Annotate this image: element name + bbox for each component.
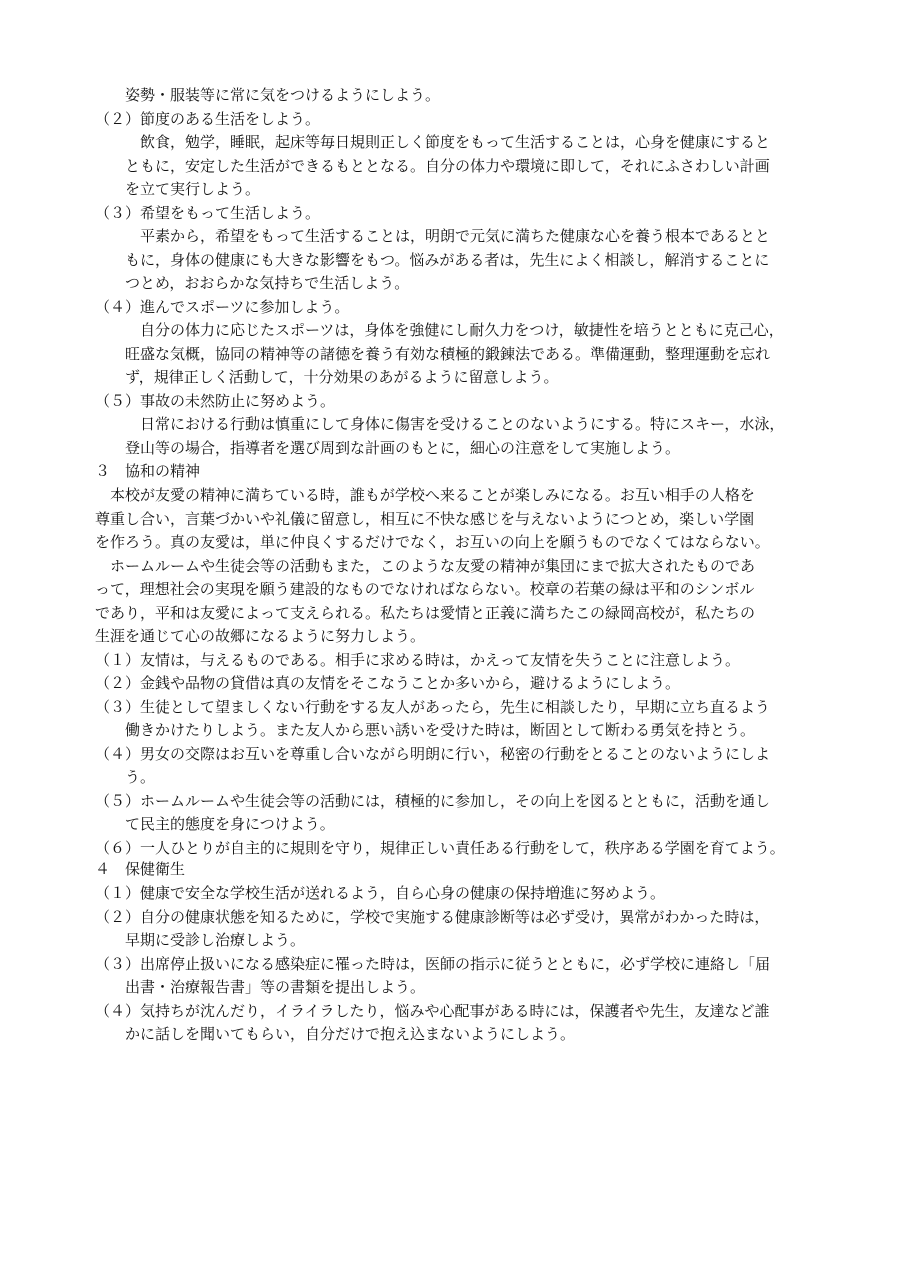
text-line: 登山等の場合，指導者を選び周到な計画のもとに，細心の注意をして実施しよう。	[95, 438, 681, 457]
text-line: 生涯を通じて心の故郷になるように努力しよう。	[95, 627, 426, 645]
text-line: って，理想社会の実現を願う建設的なものでなければならない。校章の若葉の緑は平和のシンボル	[95, 580, 755, 598]
text-line: て民主的態度を身につけよう。	[95, 815, 335, 833]
text-line: を立て実行しよう。	[95, 180, 261, 198]
text-line: ともに，安定した生活ができるもととなる。自分の体力や環境に即して，それにふさわしい計画	[95, 156, 770, 175]
section-3-body	[95, 484, 835, 860]
text-line: 自分の体力に応じたスポーツは，身体を強健にし耐久力をつけ，敏捷性を培うとともに克己心，	[95, 321, 784, 339]
section-3-heading: ３ 協和の精神	[95, 462, 201, 480]
text-line: （１）健康で安全な学校生活が送れるよう，自ら心身の健康の保持増進に努めよう。	[95, 884, 666, 902]
text-line: 早期に受診し治療しよう。	[95, 931, 306, 949]
text-line: （５）事故の未然防止に努めよう。	[95, 391, 336, 410]
text-line: 尊重し合い，言葉づかいや礼儀に留意し，相互に不快な感じを与えないようにつとめ，楽しい学園	[95, 509, 755, 528]
text-line: （４）男女の交際はお互いを尊重し合いながら明朗に行い，秘密の行動をとることのないようにしよ	[95, 744, 771, 763]
text-line: （１）友情は，与えるものである。相手に求める時は，かえって友情を失うことに注意しよう。	[95, 650, 741, 669]
text-line: 飲食，勉学，睡眠，起床等毎日規則正しく節度をもって生活することは，心身を健康にすると	[95, 133, 771, 151]
text-line: （３）出席停止扱いになる感染症に罹った時は，医師の指示に従うとともに，必ず学校に連絡し「届	[95, 954, 771, 973]
text-line: （４）気持ちが沈んだり，イライラしたり，悩みや心配事がある時には，保護者や先生，友達など誰	[95, 1001, 770, 1020]
section-4-body	[95, 882, 835, 1047]
text-line: もに，身体の健康にも大きな影響をもつ。悩みがある者は，先生によく相談し，解消することに	[95, 250, 770, 269]
text-line: （２）節度のある生活をしよう。	[95, 109, 321, 128]
text-line: （２）金銭や品物の貸借は真の友情をそこなうことか多いから，避けるようにしよう。	[95, 674, 681, 692]
text-line: 出書・治療報告書」等の書類を提出しよう。	[95, 978, 426, 996]
text-line: 旺盛な気概，協同の精神等の諸徳を養う有効な積極的鍛錬法である。準備運動，整理運動を忘れ	[95, 344, 771, 363]
text-line: （３）希望をもって生活しよう。	[95, 203, 321, 222]
text-line: ホームルームや生徒会等の活動もまた，このような友愛の精神が集団にまで拡大されたものであ	[95, 556, 756, 575]
text-line: （２）自分の健康状態を知るために，学校で実施する健康診断等は必ず受け，異常がわかった時は，	[95, 907, 770, 926]
text-line: （６）一人ひとりが自主的に規則を守り，規律正しい責任ある行動をして，秩序ある学園を育てよう。	[95, 838, 785, 857]
text-line: う。	[95, 768, 156, 786]
text-line: ず，規律正しく活動して，十分効果のあがるように留意しよう。	[95, 368, 559, 386]
text-line: であり，平和は友愛によって支えられる。私たちは愛情と正義に満ちたこの緑岡高校が，私たちの	[95, 603, 756, 622]
text-line: 姿勢・服装等に常に気をつけるようにしよう。	[95, 86, 441, 104]
text-line: （３）生徒として望ましくない行動をする友人があったら，先生に相談したり，早期に立ち直るよう	[95, 697, 770, 716]
text-line: つとめ，おおらかな気持ちで生活しよう。	[95, 274, 410, 292]
text-line: 本校が友愛の精神に満ちている時，誰もが学校へ来ることが楽しみになる。お互い相手の人格を	[95, 486, 755, 504]
text-line: かに話しを聞いてもらい，自分だけで抱え込まないようにしよう。	[95, 1025, 576, 1043]
section-4-heading: ４ 保健衛生	[95, 860, 186, 878]
text-line: を作ろう。真の友愛は，単に仲良くするだけでなく，お互いの向上を願うものでなくてはならない。	[95, 533, 770, 551]
text-line: （５）ホームルームや生徒会等の活動には，積極的に参加し，その向上を図るとともに，活動を通し	[95, 791, 771, 810]
section-2-continuation	[95, 84, 835, 460]
text-line: （４）進んでスポーツに参加しよう。	[95, 297, 350, 316]
text-line: 日常における行動は慎重にして身体に傷害を受けることのないようにする。特にスキー，水泳，	[95, 415, 785, 433]
text-line: 平素から，希望をもって生活することは，明朗で元気に満ちた健康な心を養う根本であるとと	[95, 227, 771, 245]
text-line: 働きかけたりしよう。また友人から悪い誘いを受けた時は，断固として断わる勇気を持とう。	[95, 721, 756, 739]
